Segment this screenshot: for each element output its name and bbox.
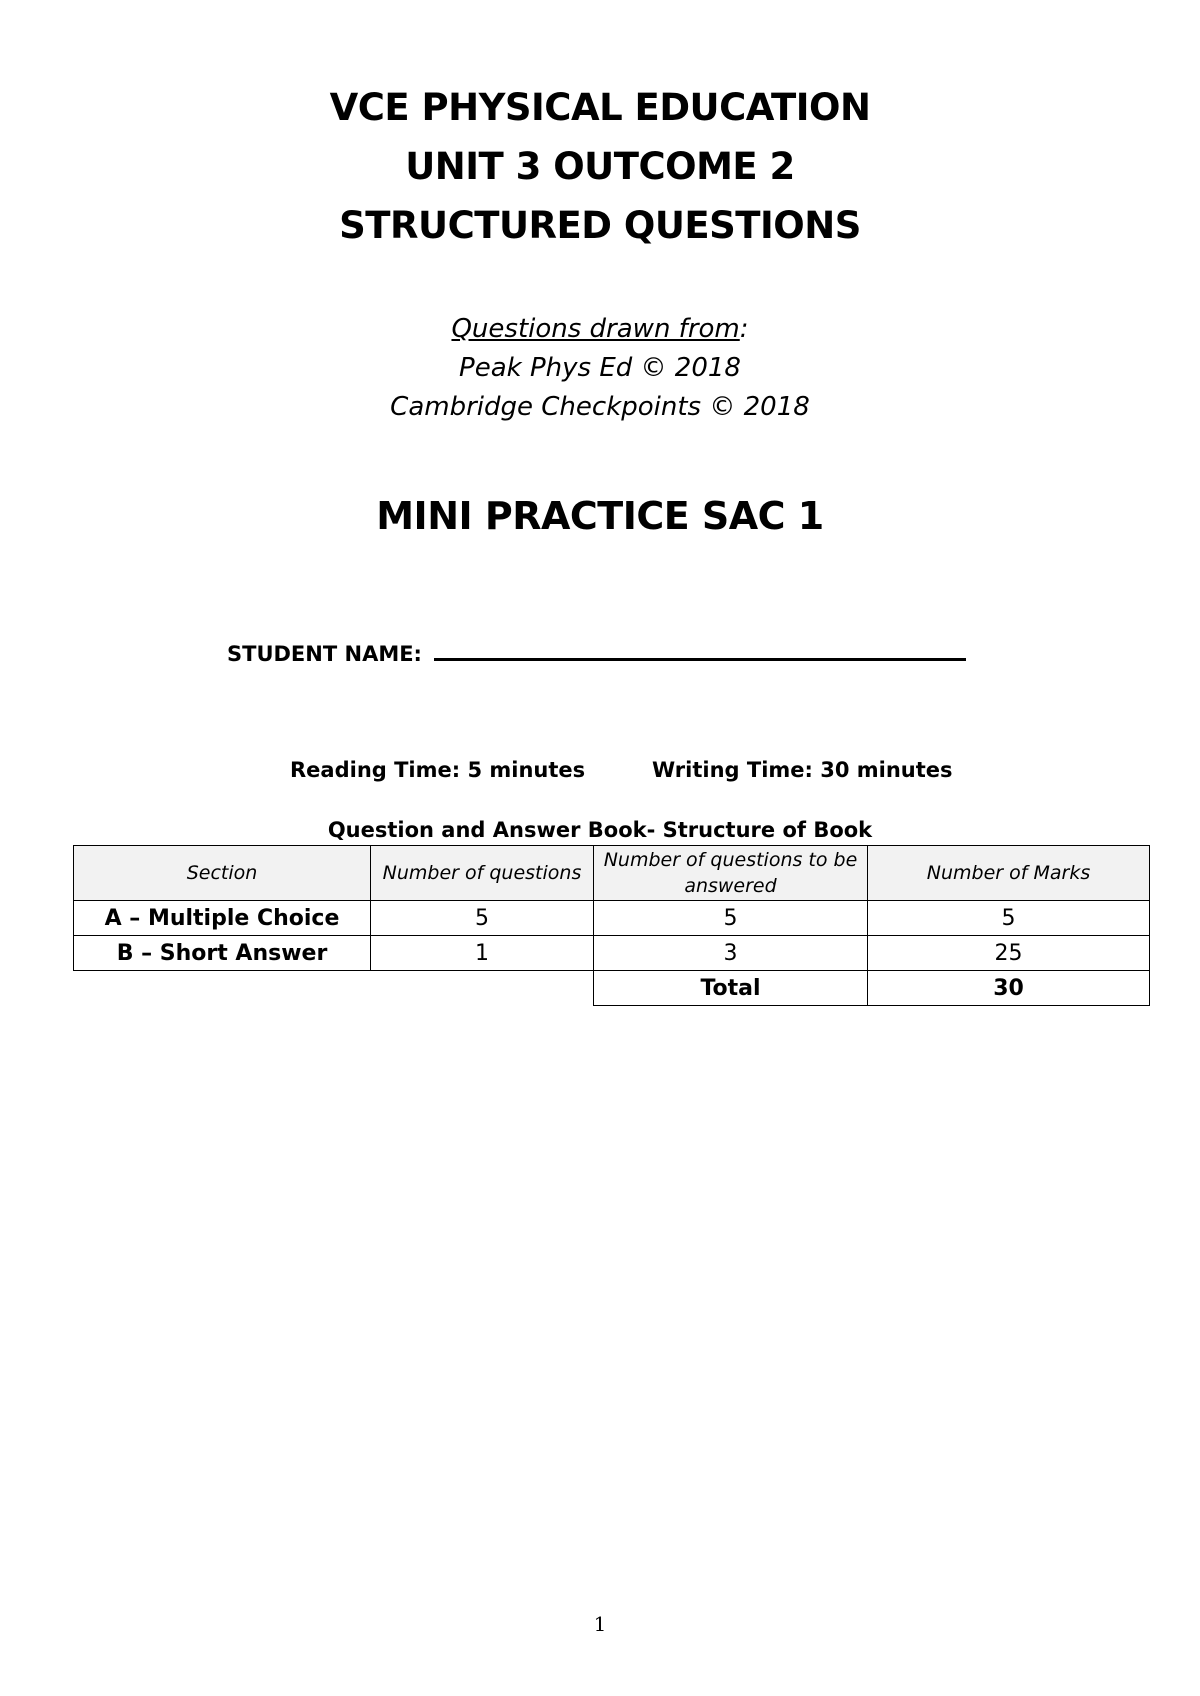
page-number: 1 [593,1612,607,1636]
table-header-row [74,846,1150,901]
total-marks: 30 [868,971,1150,1006]
writing-time: Writing Time: 30 minutes [652,758,953,782]
title-line-subject: VCE PHYSICAL EDUCATION [329,86,871,129]
title-line-unit: UNIT 3 OUTCOME 2 [405,145,795,188]
section-cell: B – Short Answer [74,936,371,971]
questions-cell: 1 [371,936,594,971]
total-label: Total [594,971,868,1006]
questions-cell: 5 [371,901,594,936]
table-row [74,936,1150,971]
section-cell: A – Multiple Choice [74,901,371,936]
blank-cell [371,971,594,1006]
blank-cell [74,971,371,1006]
book-structure-table [73,845,1150,1006]
header-section: Section [74,846,371,901]
student-name-row [227,638,966,666]
sources-block [0,310,1200,427]
table-row [74,901,1150,936]
sources-heading: Questions drawn from [451,314,740,344]
title-line-type: STRUCTURED QUESTIONS [339,204,861,247]
table-caption: Question and Answer Book- Structure of Book [327,818,873,842]
reading-time: Reading Time: 5 minutes [290,758,586,782]
to-answer-cell: 5 [594,901,868,936]
table-total-row [74,971,1150,1006]
source-item: Cambridge Checkpoints © 2018 [390,392,810,422]
assessment-title: MINI PRACTICE SAC 1 [376,494,824,538]
document-title [0,78,1200,255]
sources-heading-line [0,310,1200,349]
source-item: Peak Phys Ed © 2018 [459,353,741,383]
sources-heading-suffix: : [739,314,749,344]
header-number-of-marks: Number of Marks [868,846,1150,901]
header-questions-to-answer: Number of questions to be answered [594,846,868,901]
student-name-label: STUDENT NAME: [227,642,422,666]
marks-cell: 25 [868,936,1150,971]
marks-cell: 5 [868,901,1150,936]
to-answer-cell: 3 [594,936,868,971]
student-name-field[interactable] [434,638,966,661]
header-number-of-questions: Number of questions [371,846,594,901]
